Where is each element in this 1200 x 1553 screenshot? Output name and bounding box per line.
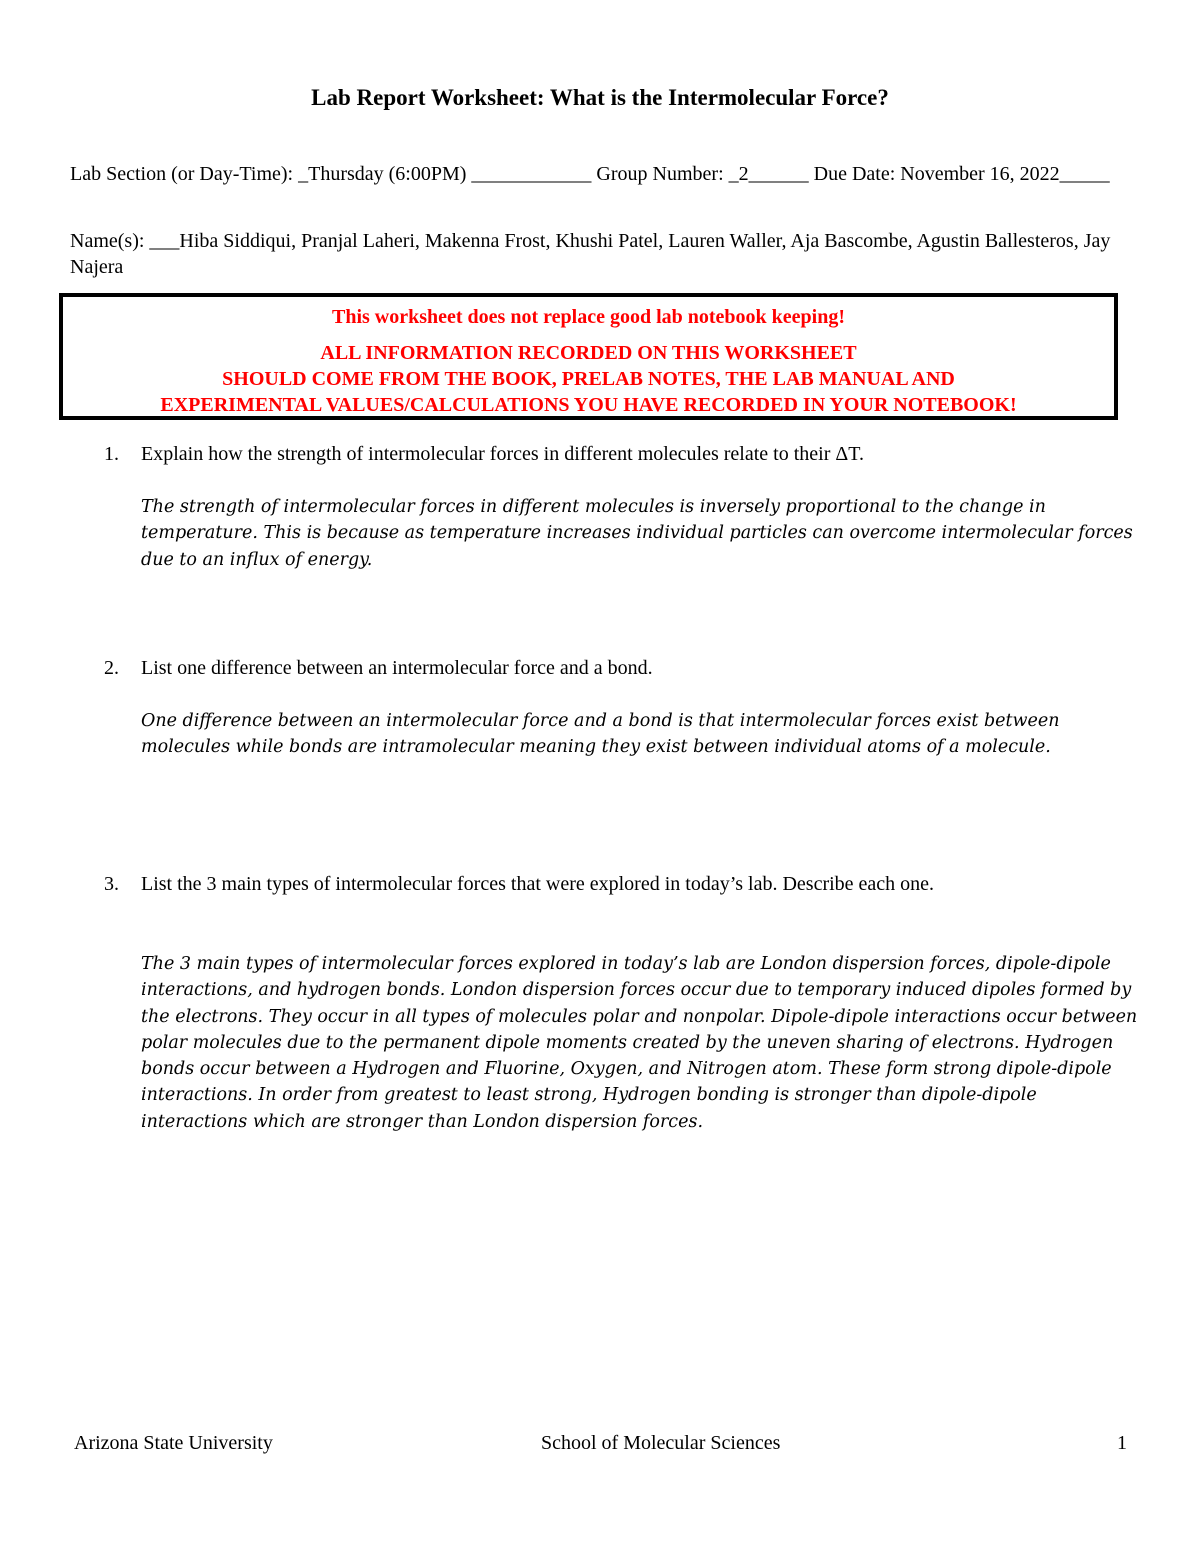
question-number: 1. xyxy=(104,443,119,465)
footer-university: Arizona State University xyxy=(74,1432,273,1454)
question-text: List the 3 main types of intermolecular forces that were explored in today’s lab. Describe each one. xyxy=(141,873,935,895)
lab-section-line: Lab Section (or Day-Time): _Thursday (6:00PM) ____________ Group Number: _2______ Due Date: November 16, 2022_____ xyxy=(70,163,1110,185)
answer-1: The strength of intermolecular forces in different molecules is inversely proportional to the change in temperature. This is because as temperature increases individual particles can overcome intermolecular forces due to an influx of energy. xyxy=(141,497,1133,570)
warning-line-1: This worksheet does not replace good lab notebook keeping! xyxy=(331,306,845,328)
names-line: Name(s): ___Hiba Siddiqui, Pranjal Laheri, Makenna Frost, Khushi Patel, Lauren Waller, Aja Bascombe, Agustin Ballesteros, Jay Najera xyxy=(70,230,1111,278)
answer-2: One difference between an intermolecular force and a bond is that intermolecular forces exist between molecules while bonds are intramolecular meaning they exist between individual atoms of a molecule. xyxy=(141,711,1060,758)
page-title: Lab Report Worksheet: What is the Intermolecular Force? xyxy=(311,85,889,110)
footer-page-number: 1 xyxy=(1117,1432,1127,1454)
warning-box xyxy=(59,293,1118,420)
answer-3: The 3 main types of intermolecular forces explored in today’s lab are London dispersion forces, dipole-dipole interactions, and hydrogen bonds. London dispersion forces occur due to temporary induced dipoles formed by the electrons. They occur in all types of molecules polar and nonpolar. Dipole-dipole interactions occur between polar molecules due to the permanent dipole moments created by the uneven sharing of electrons. Hydrogen bonds occur between a Hydrogen and Fluorine, Oxygen, and Nitrogen atom. These form strong dipole-dipole interactions. In order from greatest to least strong, Hydrogen bonding is stronger than dipole-dipole interactions which are stronger than London dispersion forces. xyxy=(141,954,1138,1132)
warning-line-2: ALL INFORMATION RECORDED ON THIS WORKSHEET SHOULD COME FROM THE BOOK, PRELAB NOTES, THE LAB MANUAL AND EXPERIMENTAL VALUES/CALCULATIONS YOU HAVE RECORDED IN YOUR NOTEBOOK! xyxy=(160,342,1017,416)
question-number: 3. xyxy=(104,873,119,895)
question-text: Explain how the strength of intermolecular forces in different molecules relate to their ΔT. xyxy=(141,443,864,465)
question-number: 2. xyxy=(104,657,119,679)
question-text: List one difference between an intermolecular force and a bond. xyxy=(141,657,653,679)
footer-school: School of Molecular Sciences xyxy=(541,1432,781,1454)
